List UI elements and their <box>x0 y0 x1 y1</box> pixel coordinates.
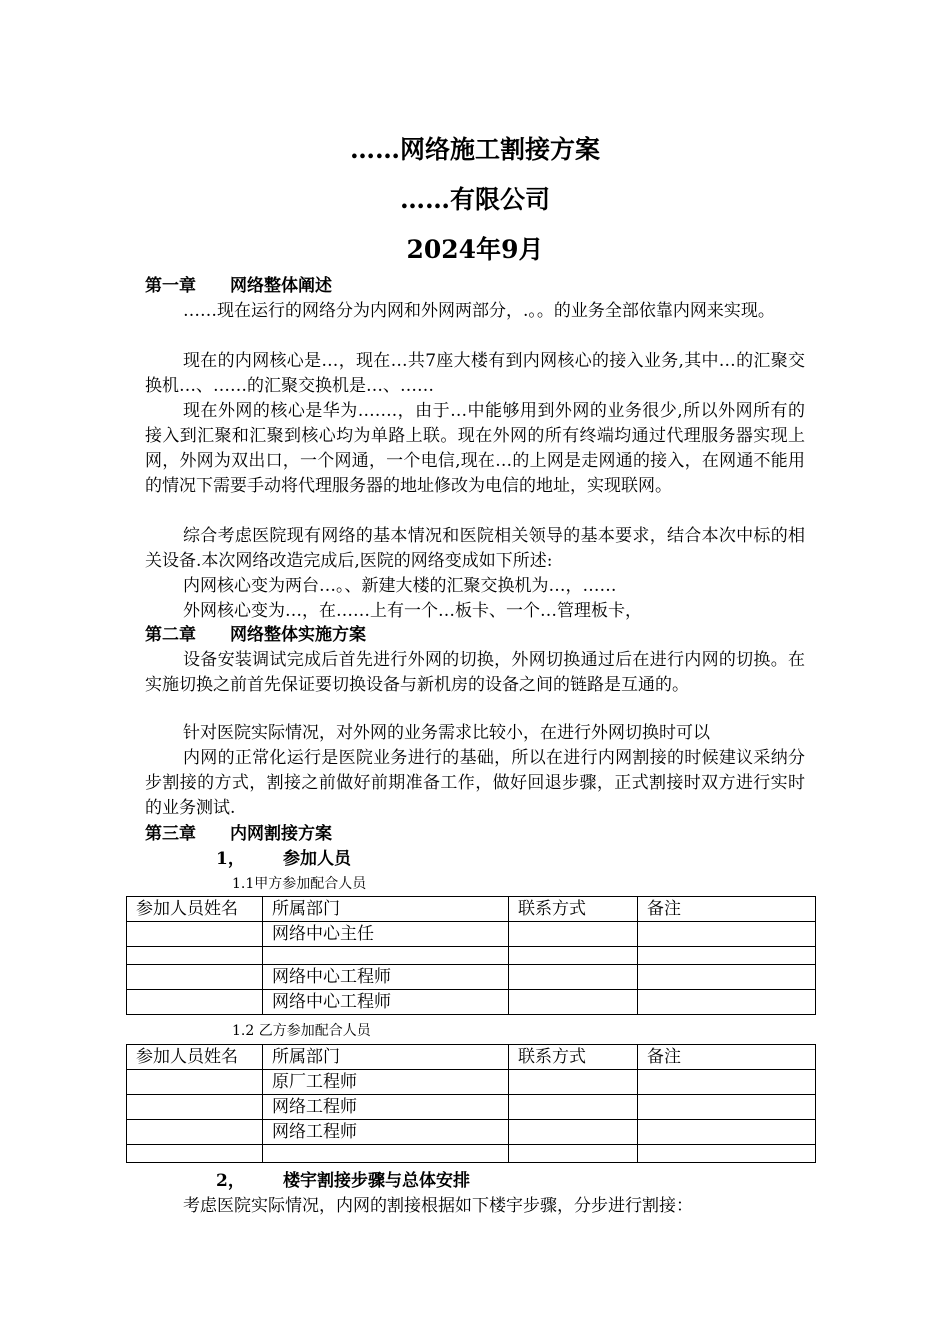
header-cell: 所属部门 <box>263 1045 509 1070</box>
header-cell: 参加人员姓名 <box>127 1045 263 1070</box>
paragraph: ……现在运行的网络分为内网和外网两部分，.。。的业务全部依靠内网来实现。 <box>183 301 775 321</box>
table-cell <box>638 1095 816 1120</box>
table-cell <box>127 947 263 965</box>
company-name: ……有限公司 <box>399 185 550 214</box>
chapter-number: 第一章 <box>145 276 196 296</box>
chapter-2-heading <box>145 623 366 647</box>
table-cell <box>127 990 263 1015</box>
table-cell <box>638 1120 816 1145</box>
table-cell <box>509 1120 638 1145</box>
paragraph: 现在的内网核心是…，现在…共7座大楼有到内网核心的接入业务,其中…的汇聚交换机…、……的汇聚交换机是…、…… <box>145 351 805 396</box>
table-1-party-a-personnel <box>126 896 816 1015</box>
chapter-title: 网络整体阐述 <box>230 276 332 296</box>
table-cell <box>638 922 816 947</box>
table-cell <box>263 1145 509 1163</box>
document-title: ……网络施工割接方案 <box>349 135 600 164</box>
table-cell <box>638 1070 816 1095</box>
paragraph: 内网的正常化运行是医院业务进行的基础，所以在进行内网割接的时候建议采纳分步割接的方式，割接之前做好前期准备工作，做好回退步骤，正式割接时双方进行实时的业务测试. <box>145 748 805 818</box>
table-cell <box>509 990 638 1015</box>
chapter-number: 第二章 <box>145 625 196 645</box>
table-row <box>127 1145 816 1163</box>
header-cell: 联系方式 <box>509 1045 638 1070</box>
table-row <box>127 965 816 990</box>
table-2-party-b-personnel <box>126 1044 816 1163</box>
table-cell: 原厂工程师 <box>263 1070 509 1095</box>
chapter-1-heading <box>145 274 332 298</box>
header-cell: 备注 <box>638 897 816 922</box>
chapter-title: 内网割接方案 <box>230 824 332 844</box>
section-2-heading <box>216 1169 470 1193</box>
table-cell <box>509 1145 638 1163</box>
table-cell <box>127 1070 263 1095</box>
table-cell <box>127 922 263 947</box>
table-cell <box>638 1145 816 1163</box>
table-cell <box>509 922 638 947</box>
paragraph: 考虑医院实际情况，内网的割接根据如下楼宇步骤，分步进行割接： <box>183 1196 693 1216</box>
chapter-title: 网络整体实施方案 <box>230 625 366 645</box>
document-date: 2024年9月 <box>406 235 544 264</box>
table-row <box>127 1095 816 1120</box>
table-row <box>127 990 816 1015</box>
table-cell <box>127 1095 263 1120</box>
section-number: 1， <box>216 849 245 869</box>
table-cell: 网络中心工程师 <box>263 965 509 990</box>
table-cell: 网络中心主任 <box>263 922 509 947</box>
table-cell <box>638 965 816 990</box>
table-cell <box>127 965 263 990</box>
table-header-row <box>127 1045 816 1070</box>
table-cell <box>127 1145 263 1163</box>
table-row <box>127 947 816 965</box>
header-cell: 参加人员姓名 <box>127 897 263 922</box>
table-row <box>127 1070 816 1095</box>
paragraph: 内网核心变为两台…。、新建大楼的汇聚交换机为…，…… <box>183 576 617 596</box>
table-cell <box>638 947 816 965</box>
section-1-heading <box>216 847 351 871</box>
table-cell: 网络工程师 <box>263 1120 509 1145</box>
table-1-caption: 1.1甲方参加配合人员 <box>232 876 367 892</box>
header-cell: 联系方式 <box>509 897 638 922</box>
table-header-row <box>127 897 816 922</box>
chapter-3-heading <box>145 822 332 846</box>
section-title: 楼宇割接步骤与总体安排 <box>283 1171 470 1191</box>
table-2-caption: 1.2 乙方参加配合人员 <box>232 1023 371 1039</box>
paragraph: 设备安装调试完成后首先进行外网的切换，外网切换通过后在进行内网的切换。在实施切换之前首先保证要切换设备与新机房的设备之间的链路是互通的。 <box>145 650 805 695</box>
paragraph: 针对医院实际情况，对外网的业务需求比较小，在进行外网切换时可以 <box>183 723 710 743</box>
paragraph: 外网核心变为…，在……上有一个…板卡、一个…管理板卡， <box>183 601 642 621</box>
header-cell: 备注 <box>638 1045 816 1070</box>
table-cell <box>638 990 816 1015</box>
section-number: 2， <box>216 1171 245 1191</box>
table-cell <box>509 965 638 990</box>
table-cell <box>509 947 638 965</box>
chapter-number: 第三章 <box>145 824 196 844</box>
table-row <box>127 1120 816 1145</box>
paragraph: 综合考虑医院现有网络的基本情况和医院相关领导的基本要求，结合本次中标的相关设备.本次网络改造完成后,医院的网络变成如下所述: <box>145 526 805 571</box>
table-row <box>127 922 816 947</box>
table-cell <box>509 1070 638 1095</box>
paragraph: 现在外网的核心是华为…….，由于…中能够用到外网的业务很少,所以外网所有的接入到汇聚和汇聚到核心均为单路上联。现在外网的所有终端均通过代理服务器实现上网，外网为双出口，一个网通，一个电信,现在…的上网是走网通的接入，在网通不能用的情况下需要手动将代理服务器的地址修改为电信的地址，实现联网。 <box>145 401 805 496</box>
header-cell: 所属部门 <box>263 897 509 922</box>
table-cell: 网络中心工程师 <box>263 990 509 1015</box>
table-cell: 网络工程师 <box>263 1095 509 1120</box>
table-cell <box>509 1095 638 1120</box>
table-cell <box>127 1120 263 1145</box>
table-cell <box>263 947 509 965</box>
section-title: 参加人员 <box>283 849 351 869</box>
